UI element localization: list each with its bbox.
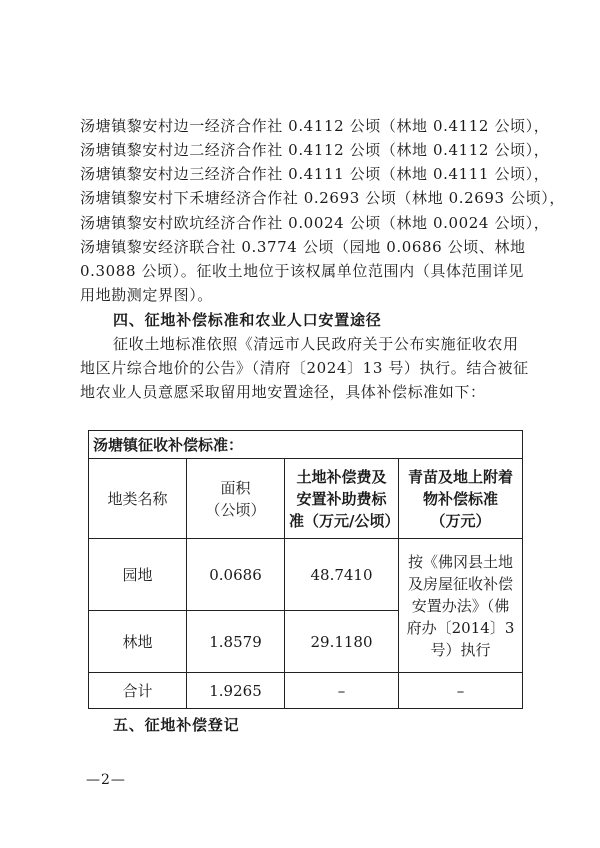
total-category: 合计 — [89, 673, 187, 709]
ownership-line-4: 汤塘镇黎安村下禾塘经济合作社 0.2693 公顷（林地 0.2693 公顷）， — [80, 189, 565, 207]
row-forest-area: 1.8579 — [187, 611, 285, 673]
section-4-body-line-3: 地农业人员意愿采取留用地安置途径，具体补偿标准如下： — [80, 383, 486, 401]
crop-note-line-1: 按《佛冈县土地 — [408, 552, 514, 571]
ownership-line-3: 汤塘镇黎安村边三经济合作社 0.4111 公顷（林地 0.4111 公顷）， — [80, 165, 550, 183]
total-fee: – — [285, 673, 399, 709]
header-area-line-2: （公顷） — [205, 500, 266, 519]
table-row — [89, 539, 523, 611]
header-crop-line-1: 青苗及地上附着 — [408, 467, 514, 486]
row-garden-category: 园地 — [89, 539, 187, 611]
crop-note-line-3: 安置办法》（佛 — [411, 596, 510, 615]
compensation-table — [88, 430, 523, 709]
row-garden-fee: 48.7410 — [285, 539, 399, 611]
section-4-body-line-1: 征收土地标准依照《清远市人民政府关于公布实施征收农用 — [113, 335, 519, 353]
total-area: 1.9265 — [187, 673, 285, 709]
row-garden-area: 0.0686 — [187, 539, 285, 611]
ownership-line-1: 汤塘镇黎安村边一经济合作社 0.4112 公顷（林地 0.4112 公顷）， — [80, 117, 550, 135]
header-crop-line-3: （万元） — [430, 511, 491, 530]
header-area-line-1: 面积 — [220, 478, 251, 497]
ownership-line-8: 用地勘测定界图）。 — [80, 286, 213, 304]
total-crop: – — [399, 673, 523, 709]
crop-note-line-5: 号）执行 — [430, 640, 491, 659]
section-4-heading: 四、征地补偿标准和农业人口安置途径 — [113, 311, 382, 329]
header-fee-line-2: 安置补助费标 — [296, 489, 387, 508]
crop-compensation-note — [399, 539, 523, 673]
page-number: —2— — [86, 772, 126, 788]
header-area — [187, 459, 285, 539]
header-category: 地类名称 — [89, 459, 187, 539]
ownership-line-6: 汤塘镇黎安经济联合社 0.3774 公顷（园地 0.0686 公顷、林地 — [80, 238, 526, 256]
ownership-line-7: 0.3088 公顷）。征收土地位于该权属单位范围内（具体范围详见 — [80, 262, 524, 280]
header-fee-line-1: 土地补偿费及 — [296, 467, 387, 486]
table-title: 汤塘镇征收补偿标准： — [89, 431, 523, 459]
header-crop-line-2: 物补偿标准 — [423, 489, 499, 508]
section-4-body-line-2: 地区片综合地价的公告》（清府〔2024〕13 号）执行。结合被征 — [80, 359, 529, 377]
header-fee-line-3: 准（万元/公顷） — [289, 511, 400, 530]
crop-note-line-2: 及房屋征收补偿 — [408, 574, 514, 593]
section-5-heading: 五、征地补偿登记 — [113, 716, 240, 734]
row-forest-fee: 29.1180 — [285, 611, 399, 673]
row-forest-category: 林地 — [89, 611, 187, 673]
table-total-row — [89, 673, 523, 709]
crop-note-line-4: 府办〔2014〕3 — [406, 618, 515, 637]
ownership-line-2: 汤塘镇黎安村边二经济合作社 0.4112 公顷（林地 0.4112 公顷）， — [80, 141, 550, 159]
header-fee — [285, 459, 399, 539]
ownership-line-5: 汤塘镇黎安村欧坑经济合作社 0.0024 公顷（林地 0.0024 公顷）， — [80, 214, 550, 232]
header-crop — [399, 459, 523, 539]
